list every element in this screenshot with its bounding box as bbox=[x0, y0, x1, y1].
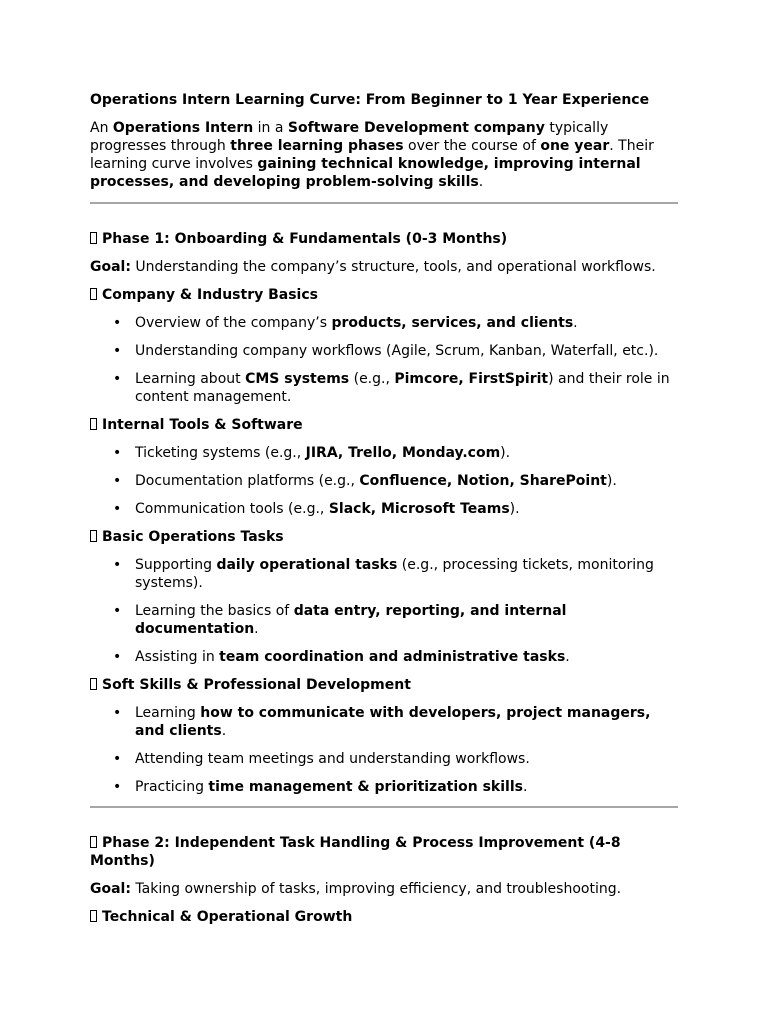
list-item bbox=[90, 778, 678, 796]
bullet-icon: • bbox=[113, 501, 122, 517]
bullet-icon: • bbox=[113, 649, 122, 665]
bullet-icon: • bbox=[113, 751, 122, 767]
document-page bbox=[90, 91, 678, 936]
intro-bold-text: one year bbox=[540, 138, 610, 154]
phase-heading bbox=[90, 230, 678, 248]
list-item bbox=[90, 444, 678, 462]
list-item bbox=[90, 556, 678, 592]
bullet-icon: • bbox=[113, 343, 122, 359]
list-item bbox=[90, 472, 678, 490]
section-divider bbox=[90, 806, 678, 808]
section-heading bbox=[90, 286, 678, 304]
section-heading-text: Internal Tools & Software bbox=[102, 417, 303, 433]
section-heading-text: Soft Skills & Professional Development bbox=[102, 677, 411, 693]
missing-glyph-box-icon bbox=[90, 910, 97, 922]
bullet-icon: • bbox=[113, 473, 122, 489]
list-item-text: . bbox=[221, 723, 227, 739]
list-item-text: Overview of the company’s bbox=[135, 315, 332, 331]
missing-glyph-box-icon bbox=[90, 678, 97, 690]
goal-text: Taking ownership of tasks, improving efficiency, and troubleshooting. bbox=[130, 881, 622, 897]
intro-text: An bbox=[90, 120, 113, 136]
list-item-bold-text: team coordination and administrative tasks bbox=[219, 649, 566, 665]
list-item-text: Documentation platforms (e.g., bbox=[135, 473, 360, 489]
section-heading-text: Basic Operations Tasks bbox=[102, 529, 284, 545]
missing-glyph-box-icon bbox=[90, 232, 97, 244]
bullet-list bbox=[90, 314, 678, 406]
list-item-text: . bbox=[522, 779, 528, 795]
document-title: Operations Intern Learning Curve: From Beginner to 1 Year Experience bbox=[90, 92, 650, 108]
intro-bold-text: three learning phases bbox=[230, 138, 404, 154]
section-heading-text: Technical & Operational Growth bbox=[102, 909, 353, 925]
intro-bold-text: gaining technical knowledge, improving internal processes, and developing problem-solving skills bbox=[90, 156, 641, 190]
intro-bold-text: Software Development company bbox=[287, 120, 545, 136]
phase-goal bbox=[90, 880, 678, 898]
list-item-text: ) and their role in content management. bbox=[135, 371, 670, 405]
bullet-icon: • bbox=[113, 315, 122, 331]
list-item-text: Learning the basics of bbox=[135, 603, 294, 619]
section-heading bbox=[90, 416, 678, 434]
list-item bbox=[90, 750, 678, 768]
list-item-text: Understanding company workflows (Agile, Scrum, Kanban, Waterfall, etc.). bbox=[135, 343, 659, 359]
goal-label: Goal: bbox=[90, 259, 131, 275]
list-item-text: . bbox=[254, 621, 259, 637]
list-item-text: . bbox=[573, 315, 578, 331]
bullet-icon: • bbox=[113, 705, 122, 721]
bullet-icon: • bbox=[113, 603, 122, 619]
list-item-text: (e.g., bbox=[349, 371, 395, 387]
bullet-icon: • bbox=[113, 779, 122, 795]
list-item-text: Ticketing systems (e.g., bbox=[135, 445, 306, 461]
list-item bbox=[90, 500, 678, 518]
bullet-icon: • bbox=[113, 557, 122, 573]
list-item-bold-text: products, services, and clients bbox=[331, 315, 574, 331]
list-item-text: ). bbox=[500, 445, 511, 461]
goal-label: Goal: bbox=[90, 881, 131, 897]
list-item-bold-text: Pimcore, FirstSpirit bbox=[394, 371, 549, 387]
missing-glyph-box-icon bbox=[90, 836, 97, 848]
section-heading bbox=[90, 528, 678, 546]
list-item-text: Communication tools (e.g., bbox=[135, 501, 329, 517]
bullet-icon: • bbox=[113, 445, 122, 461]
list-item-text: (e.g., processing tickets, monitoring systems). bbox=[135, 557, 654, 591]
list-item-bold-text: Slack, Microsoft Teams bbox=[328, 501, 510, 517]
intro-bold-text: Operations Intern bbox=[112, 120, 254, 136]
phase-goal bbox=[90, 258, 678, 276]
list-item bbox=[90, 370, 678, 406]
list-item-text: Assisting in bbox=[135, 649, 220, 665]
list-item-text: Supporting bbox=[135, 557, 217, 573]
list-item-bold-text: daily operational tasks bbox=[216, 557, 398, 573]
phase-heading-text: Phase 2: Independent Task Handling & Process Improvement (4-8 Months) bbox=[90, 835, 621, 869]
list-item-text: ). bbox=[606, 473, 617, 489]
list-item bbox=[90, 648, 678, 666]
list-item-bold-text: how to communicate with developers, project managers, and clients bbox=[135, 705, 651, 739]
phase-heading-text: Phase 1: Onboarding & Fundamentals (0-3 Months) bbox=[102, 231, 508, 247]
list-item bbox=[90, 314, 678, 332]
bullet-list bbox=[90, 704, 678, 796]
phases-container bbox=[90, 230, 678, 926]
list-item-bold-text: CMS systems bbox=[245, 371, 350, 387]
list-item-bold-text: Confluence, Notion, SharePoint bbox=[359, 473, 607, 489]
list-item-text: Practicing bbox=[135, 779, 209, 795]
intro-paragraph bbox=[90, 119, 678, 191]
section-heading bbox=[90, 676, 678, 694]
intro-text: . Their learning curve involves bbox=[90, 138, 654, 172]
intro-text: over the course of bbox=[403, 138, 541, 154]
list-item-text: Learning about bbox=[135, 371, 246, 387]
list-item-bold-text: data entry, reporting, and internal documentation bbox=[135, 603, 567, 637]
missing-glyph-box-icon bbox=[90, 288, 97, 300]
list-item-text: Attending team meetings and understanding workflows. bbox=[135, 751, 530, 767]
bullet-list bbox=[90, 556, 678, 666]
phase-heading bbox=[90, 834, 678, 870]
list-item bbox=[90, 704, 678, 740]
list-item bbox=[90, 342, 678, 360]
goal-text: Understanding the company’s structure, tools, and operational workflows. bbox=[130, 259, 656, 275]
list-item-bold-text: JIRA, Trello, Monday.com bbox=[305, 445, 501, 461]
bullet-icon: • bbox=[113, 371, 122, 387]
list-item-text: Learning bbox=[135, 705, 201, 721]
list-item bbox=[90, 602, 678, 638]
list-item-text: ). bbox=[509, 501, 520, 517]
list-item-bold-text: time management & prioritization skills bbox=[208, 779, 523, 795]
section-heading bbox=[90, 908, 678, 926]
list-item-text: . bbox=[565, 649, 570, 665]
section-divider bbox=[90, 202, 678, 204]
missing-glyph-box-icon bbox=[90, 530, 97, 542]
intro-text: typically progresses through bbox=[90, 120, 609, 154]
bullet-list bbox=[90, 444, 678, 518]
missing-glyph-box-icon bbox=[90, 418, 97, 430]
intro-text: . bbox=[478, 174, 484, 190]
section-heading-text: Company & Industry Basics bbox=[102, 287, 318, 303]
intro-text: in a bbox=[253, 120, 288, 136]
